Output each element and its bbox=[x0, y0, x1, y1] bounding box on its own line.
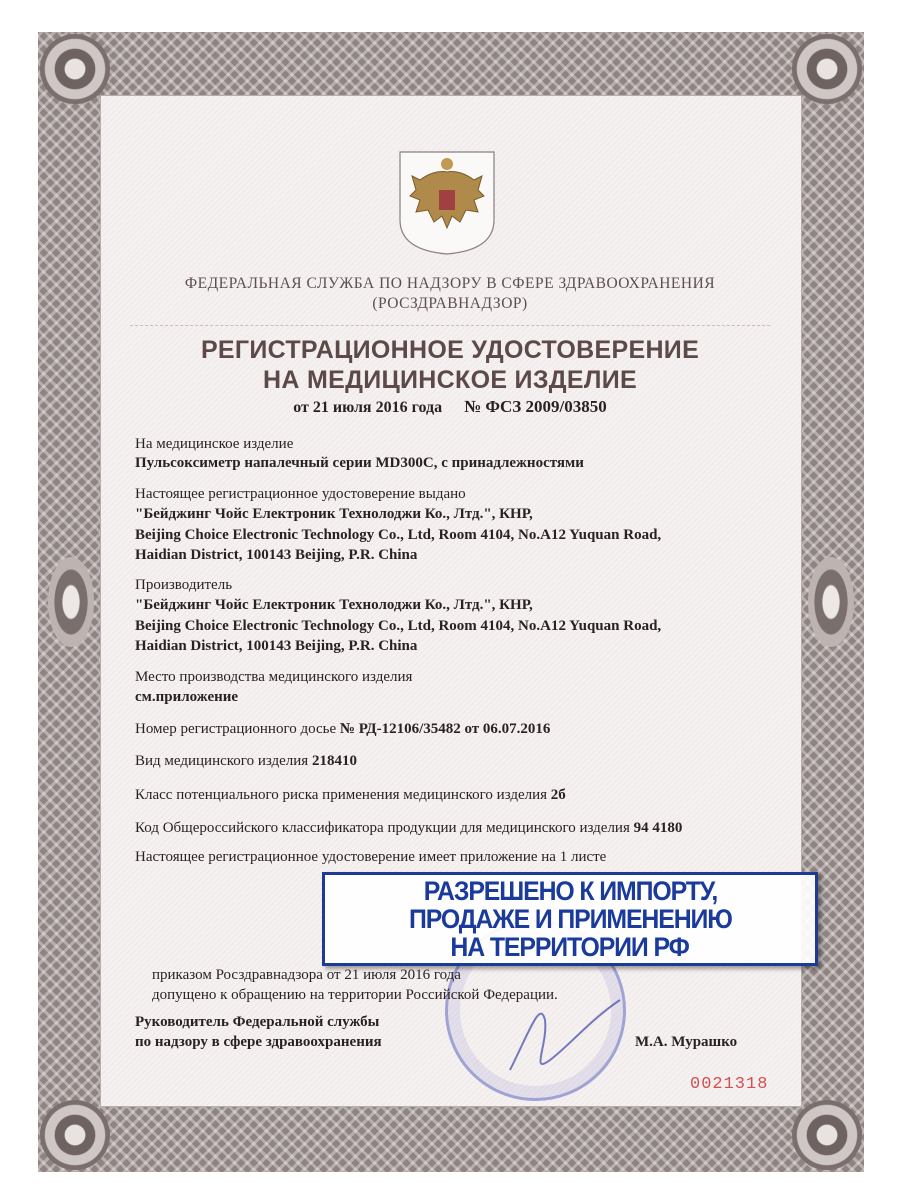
dossier-line bbox=[135, 722, 550, 737]
serial-number: 0021318 bbox=[690, 1075, 769, 1094]
corner-ornament bbox=[792, 1100, 862, 1170]
issued-line: "Бейджинг Чойс Електроник Технолоджи Ко., Лтд.", КНР, bbox=[135, 506, 533, 522]
okp-line bbox=[135, 821, 682, 836]
certificate-number: № ФСЗ 2009/03850 bbox=[464, 397, 607, 416]
appendix-note: Настоящее регистрационное удостоверение имеет приложение на 1 листе bbox=[135, 849, 607, 865]
document-subtitle: НА МЕДИЦИНСКОЕ ИЗДЕЛИЕ bbox=[263, 366, 637, 394]
corner-ornament bbox=[40, 1100, 110, 1170]
signatory-position: Руководитель Федеральной службы bbox=[135, 1014, 380, 1030]
device-label: На медицинское изделие bbox=[135, 436, 294, 452]
corner-ornament bbox=[792, 34, 862, 104]
coat-of-arms-emblem bbox=[398, 150, 496, 256]
risk-label: Класс потенциального риска применения медицинского изделия bbox=[135, 787, 548, 803]
side-ornament bbox=[808, 557, 854, 647]
side-ornament bbox=[48, 557, 94, 647]
device-name: Пульсоксиметр напалечный серии MD300C, с принадлежностями bbox=[135, 455, 584, 471]
manufacturer-label: Производитель bbox=[135, 577, 233, 593]
kind-line bbox=[135, 754, 357, 769]
corner-ornament bbox=[40, 34, 110, 104]
stamp-line: НА ТЕРРИТОРИИ РФ bbox=[450, 932, 690, 962]
dossier-label: Номер регистрационного досье bbox=[135, 721, 337, 737]
stamp-line: РАЗРЕШЕНО К ИМПОРТУ, bbox=[423, 876, 717, 906]
okp-label: Код Общероссийского классификатора продукции для медицинского изделия bbox=[135, 820, 630, 836]
order-line: приказом Росздравнадзора от 21 июля 2016 года bbox=[152, 967, 461, 983]
risk-value: 2б bbox=[550, 787, 566, 803]
signature-scribble bbox=[500, 990, 630, 1080]
signatory-name: М.А. Мурашко bbox=[635, 1034, 738, 1050]
issued-label: Настоящее регистрационное удостоверение выдано bbox=[135, 486, 466, 502]
dossier-value: № РД-12106/35482 от 06.07.2016 bbox=[339, 721, 551, 737]
document-title: РЕГИСТРАЦИОННОЕ УДОСТОВЕРЕНИЕ bbox=[200, 336, 700, 364]
signatory-position: по надзору в сфере здравоохранения bbox=[135, 1034, 382, 1050]
manufacturer-line: Beijing Choice Electronic Technology Co., Ltd, Room 4104, No.A12 Yuquan Road, bbox=[135, 618, 662, 634]
order-line: допущено к обращению на территории Российской Федерации. bbox=[152, 987, 558, 1003]
risk-line bbox=[135, 788, 566, 803]
agency-name: ФЕДЕРАЛЬНАЯ СЛУЖБА ПО НАДЗОРУ В СФЕРЕ ЗДРАВООХРАНЕНИЯ bbox=[184, 275, 716, 292]
import-approval-stamp bbox=[322, 872, 818, 966]
issued-line: Haidian District, 100143 Beijing, P.R. China bbox=[135, 547, 418, 563]
issued-line: Beijing Choice Electronic Technology Co., Ltd, Room 4104, No.A12 Yuquan Road, bbox=[135, 527, 662, 543]
agency-short-name: (РОСЗДРАВНАДЗОР) bbox=[372, 295, 528, 312]
place-label: Место производства медицинского изделия bbox=[135, 669, 413, 685]
manufacturer-line: Haidian District, 100143 Beijing, P.R. China bbox=[135, 638, 418, 654]
okp-value: 94 4180 bbox=[633, 820, 683, 836]
stamp-line: ПРОДАЖЕ И ПРИМЕНЕНИЮ bbox=[408, 904, 732, 934]
issue-date: от 21 июля 2016 года bbox=[293, 399, 443, 416]
kind-value: 218410 bbox=[311, 753, 357, 769]
kind-label: Вид медицинского изделия bbox=[135, 753, 309, 769]
manufacturer-line: "Бейджинг Чойс Електроник Технолоджи Ко., Лтд.", КНР, bbox=[135, 597, 533, 613]
date-number-line bbox=[0, 397, 900, 417]
divider bbox=[130, 325, 770, 326]
place-value: см.приложение bbox=[135, 689, 239, 705]
